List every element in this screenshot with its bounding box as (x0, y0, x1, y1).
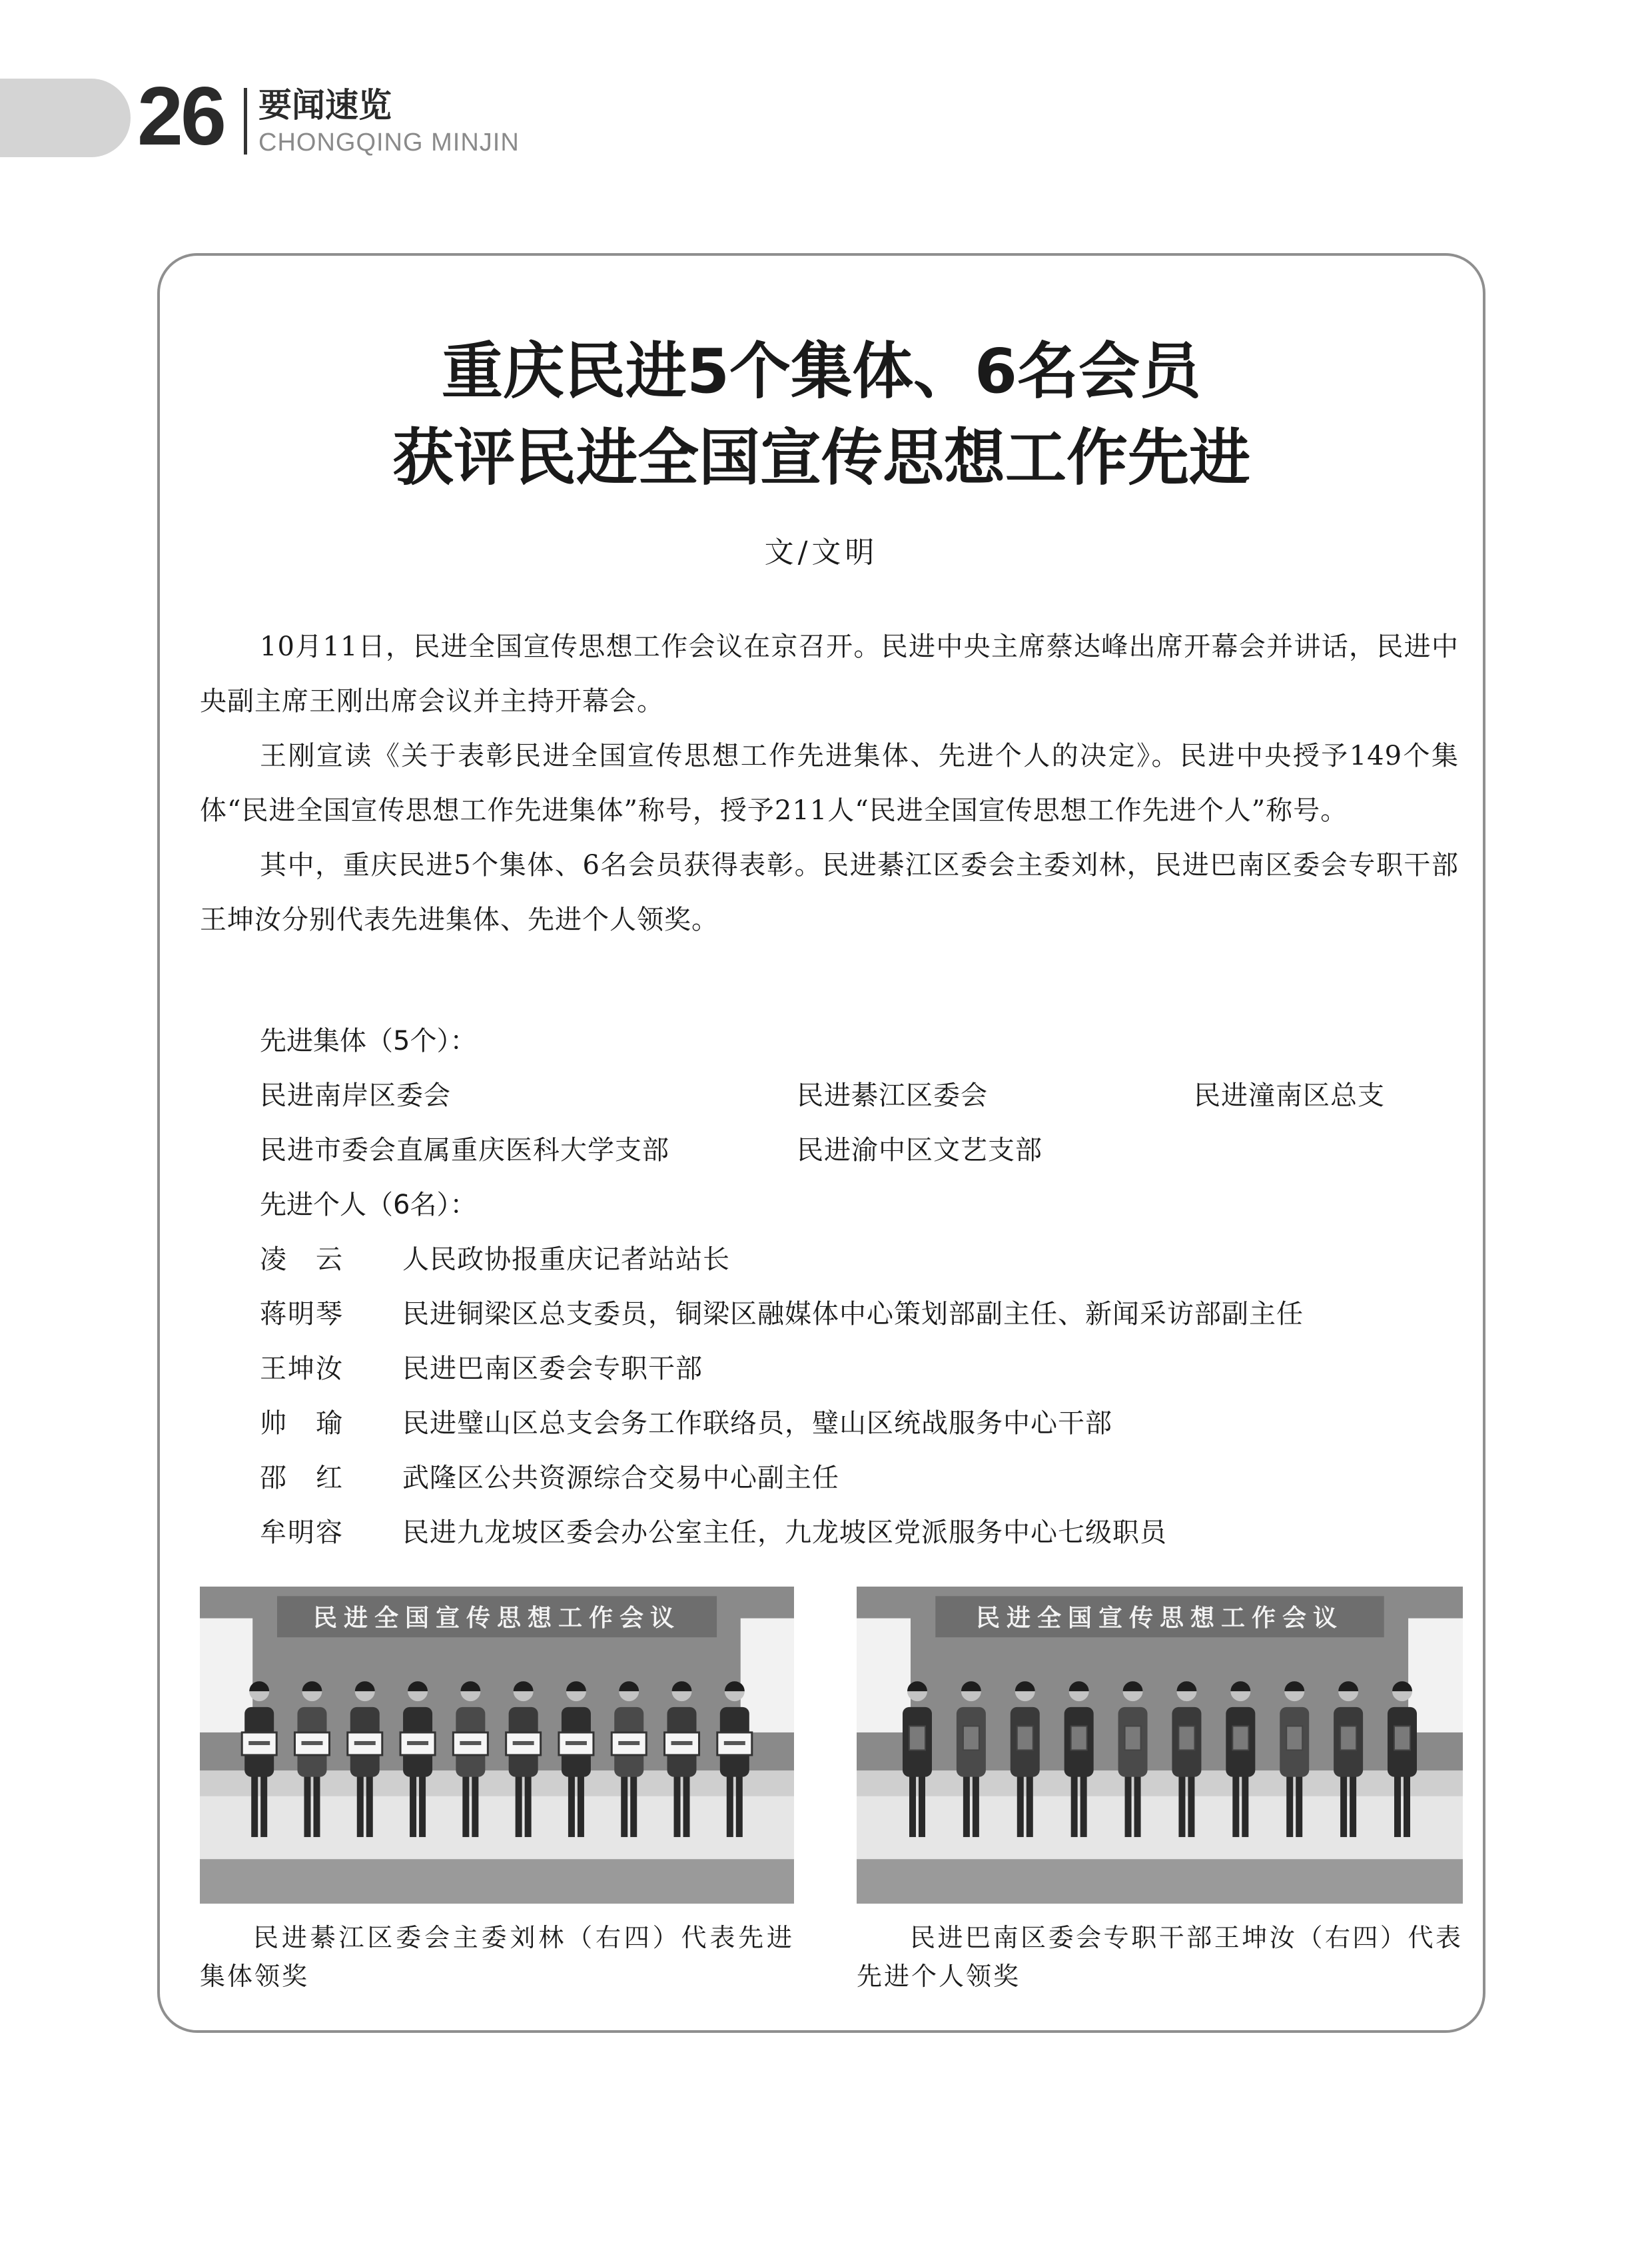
award-photo-collective (200, 1587, 794, 1904)
group-item: 民进市委会直属重庆医科大学支部 (260, 1135, 669, 1166)
group-item: 民进潼南区总支 (1194, 1080, 1385, 1111)
individual-name: 牟明容 (260, 1517, 344, 1548)
article-title-line-2: 获评民进全国宣传思想工作先进 (392, 422, 1250, 494)
audience-area (200, 1859, 794, 1904)
groups-heading: 先进集体（5个）： (260, 1026, 477, 1056)
photo-illustration (857, 1587, 1463, 1904)
article-title-line-1: 重庆民进5个集体、6名会员 (441, 336, 1202, 407)
page-header (0, 0, 1652, 200)
projection-screen-left (857, 1619, 911, 1732)
stage-floor (857, 1796, 1463, 1859)
article-body (200, 619, 1459, 947)
stage-curtain (200, 1770, 794, 1796)
individual-name: 帅 瑜 (260, 1408, 344, 1439)
photo-caption-collective: 民进綦江区委会主委刘林（右四）代表先进集体领奖 (200, 1923, 794, 1991)
individuals-heading: 先进个人（6名）： (260, 1190, 477, 1220)
paragraph-3: 其中，重庆民进5个集体、6名会员获得表彰。民进綦江区委会主委刘林，民进巴南区委会专职干部王坤汝分别代表先进集体、先进个人领奖。 (200, 850, 1459, 935)
individual-name: 邵 红 (260, 1463, 344, 1493)
stage-floor (200, 1796, 794, 1859)
individual-role: 人民政协报重庆记者站站长 (402, 1244, 730, 1275)
paragraph-2: 王刚宣读《关于表彰民进全国宣传思想工作先进集体、先进个人的决定》。民进中央授予149个集体“民进全国宣传思想工作先进集体”称号，授予211人“民进全国宣传思想工作先进个人”称号。 (200, 741, 1459, 826)
individual-role: 武隆区公共资源综合交易中心副主任 (402, 1463, 839, 1493)
group-item: 民进綦江区委会 (797, 1080, 988, 1111)
section-subtitle: CHONGQING MINJIN (258, 129, 520, 157)
banner-text: 民进全国宣传思想工作会议 (312, 1604, 681, 1632)
photo-caption-individual: 民进巴南区委会专职干部王坤汝（右四）代表先进个人领奖 (857, 1923, 1463, 1991)
page-tab (0, 79, 131, 157)
paragraph-1: 10月11日，民进全国宣传思想工作会议在京召开。民进中央主席蔡达峰出席开幕会并讲话，民进中央副主席王刚出席会议并主持开幕会。 (200, 631, 1459, 717)
photo-illustration (200, 1587, 794, 1904)
individual-role: 民进铜梁区总支委员，铜梁区融媒体中心策划部副主任、新闻采访部副主任 (402, 1299, 1304, 1329)
award-photo-individual (857, 1587, 1463, 1904)
individual-role: 民进九龙坡区委会办公室主任，九龙坡区党派服务中心七级职员 (402, 1517, 1167, 1548)
individual-name: 王坤汝 (260, 1353, 344, 1384)
stage-curtain (857, 1770, 1463, 1796)
individual-role: 民进璧山区总支会务工作联络员，璧山区统战服务中心干部 (402, 1408, 1112, 1439)
individual-name: 凌 云 (260, 1244, 344, 1275)
individual-name: 蒋明琴 (260, 1299, 344, 1329)
group-item: 民进南岸区委会 (260, 1080, 451, 1111)
section-title: 要闻速览 (258, 86, 392, 125)
audience-area (857, 1859, 1463, 1904)
group-item: 民进渝中区文艺支部 (797, 1135, 1042, 1166)
banner-text: 民进全国宣传思想工作会议 (975, 1604, 1344, 1632)
individual-role: 民进巴南区委会专职干部 (402, 1353, 703, 1384)
header-divider (244, 88, 247, 155)
page-number: 26 (137, 71, 224, 163)
byline: 文/文明 (764, 536, 879, 569)
